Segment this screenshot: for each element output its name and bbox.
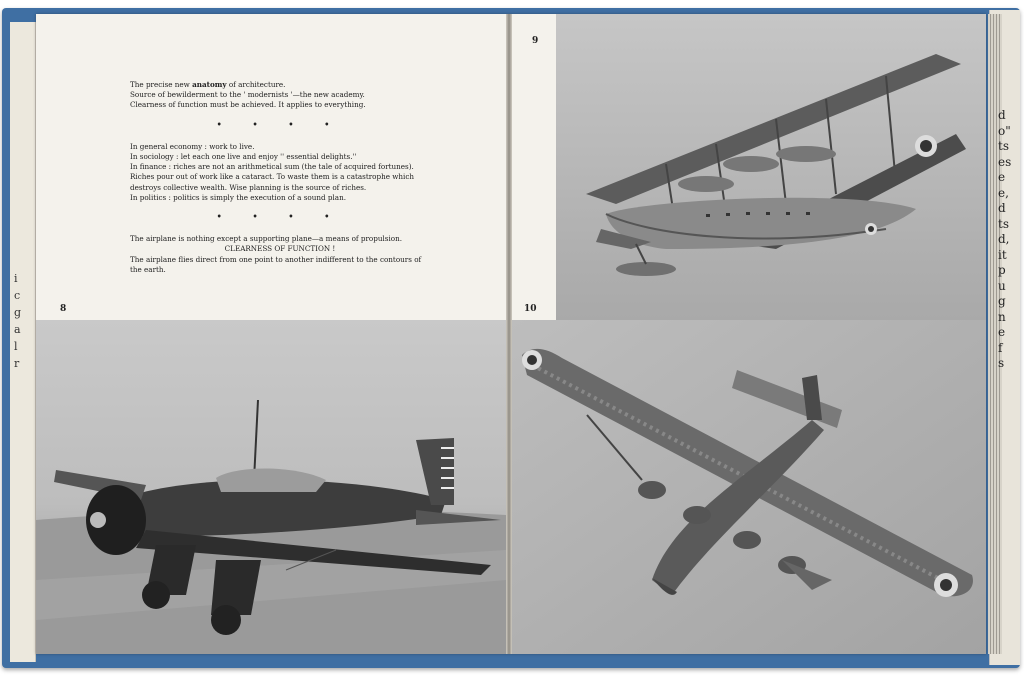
page-text: [130, 80, 430, 275]
page-number: 9: [532, 36, 539, 46]
edge-letter: es: [998, 154, 1012, 169]
edge-letter: p: [998, 263, 1006, 277]
text-line: Clearness of function must be achieved. It applies to everything.: [130, 100, 366, 110]
edge-letter: i: [14, 272, 18, 285]
text-line: In sociology : let each one live and enjoy '' essential delights.'': [130, 152, 357, 162]
text-line: The precise new anatomy of architecture.: [130, 80, 286, 89]
page-number: 8: [60, 304, 67, 314]
edge-letter: s: [998, 356, 1005, 370]
text-line: In politics : politics is simply the execution of a sound plan.: [130, 192, 347, 202]
page-number: 10: [524, 304, 537, 314]
section-divider: • • • •: [216, 211, 344, 222]
text-line: The airplane flies direct from one point to another indifferent to the contours of the earth.: [130, 254, 422, 274]
edge-letter: n: [998, 309, 1006, 324]
previous-page-edge-text: [14, 270, 21, 372]
bold-word: anatomy: [192, 80, 227, 89]
book-spread: [36, 14, 986, 654]
edge-letter: e: [998, 170, 1006, 184]
edge-letter: e: [998, 325, 1006, 339]
edge-letter: d,: [998, 232, 1010, 246]
edge-letter: g: [14, 306, 22, 319]
text-line: In general economy : work to live.: [130, 141, 255, 151]
text-line: In finance : riches are not an arithmetical sum (the tale of acquired fortunes). Riches pour out of work like a cataract. To waste them is a catastrophe which destroys collective wealth. Wise planning is the source of riches.: [130, 162, 415, 192]
monoplane-photo: [36, 320, 506, 654]
edge-letter: o": [998, 123, 1011, 138]
book-gutter: [506, 14, 512, 654]
edge-letter: it: [998, 247, 1007, 262]
edge-letter: d: [998, 108, 1006, 122]
edge-letter: g: [998, 294, 1006, 308]
edge-letter: r: [14, 357, 20, 370]
edge-letter: ts: [998, 216, 1009, 231]
edge-letter: ts: [998, 139, 1009, 153]
text-line: The airplane is nothing except a supporting plane—a means of propulsion.: [130, 234, 402, 244]
section-divider: • • • •: [216, 118, 344, 129]
edge-letter: l: [14, 340, 18, 353]
edge-letter: a: [14, 323, 21, 336]
number-strip: [512, 14, 556, 320]
text-heading: CLEARNESS OF FUNCTION !: [224, 244, 336, 254]
edge-letter: u: [998, 278, 1006, 293]
seaplane-photo: [556, 14, 986, 320]
edge-letter: e,: [998, 185, 1009, 200]
edge-letter: f: [998, 340, 1003, 355]
flying-boat-photo: [512, 320, 986, 654]
edge-letter: d: [998, 201, 1006, 215]
edge-letter: c: [14, 289, 21, 302]
text-page: [36, 14, 506, 320]
next-page-edge-text: [998, 108, 1014, 372]
text-line: Source of bewilderment to the ' modernists '—the new academy.: [130, 90, 365, 100]
